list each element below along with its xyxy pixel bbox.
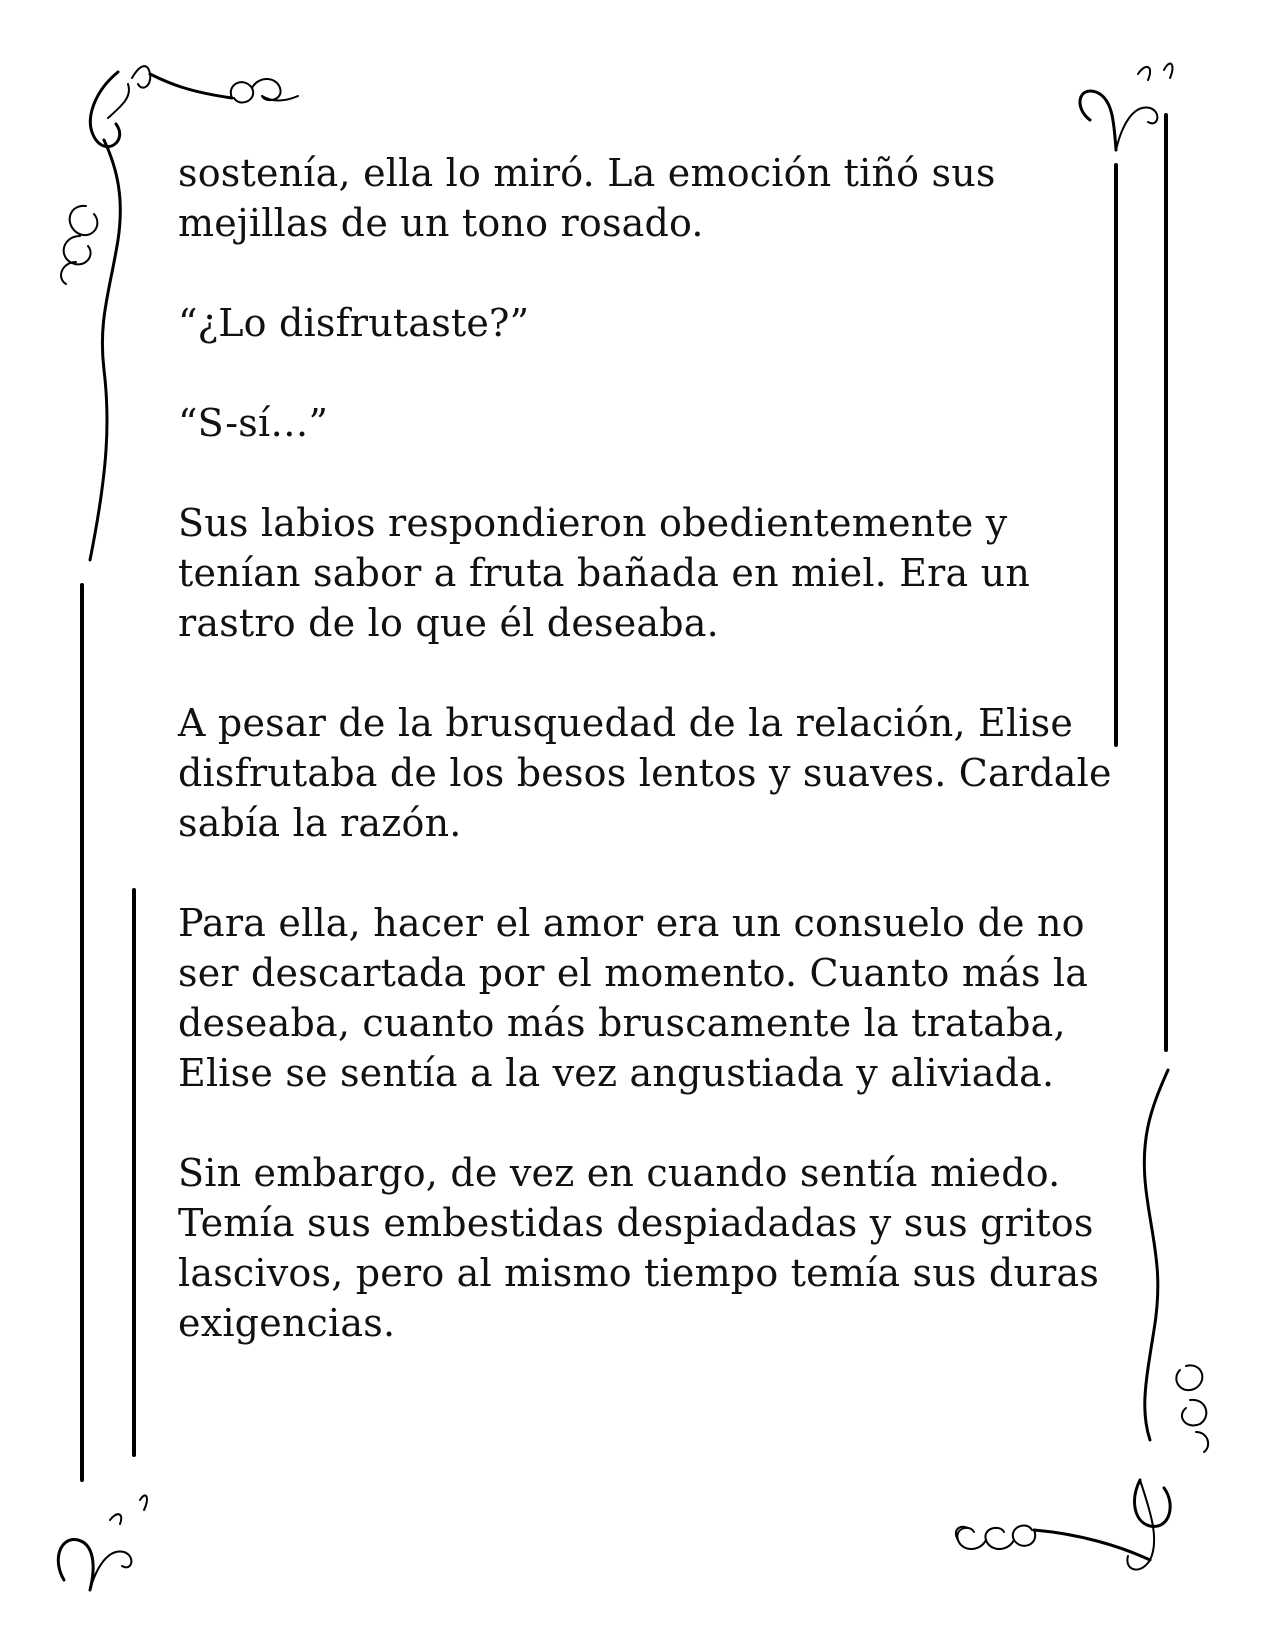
top-right-flourish-icon — [1080, 64, 1173, 150]
top-left-flourish-icon — [90, 66, 298, 147]
paragraph: A pesar de la brusquedad de la relación, Elise disfrutaba de los besos lentos y suaves. Cardale sabía la razón. — [178, 701, 1112, 845]
bottom-right-flourish-icon — [956, 1480, 1170, 1570]
paragraph: Para ella, hacer el amor era un consuelo de no ser descartada por el momento. Cuanto más la deseaba, cuanto más bruscamente la trataba, Elise se sentía a la vez angustiada y aliviada. — [178, 901, 1089, 1095]
paragraph: “¿Lo disfrutaste?” — [178, 301, 530, 345]
paragraph: sostenía, ella lo miró. La emoción tiñó sus mejillas de un tono rosado. — [178, 151, 996, 245]
paragraph: “S-sí…” — [178, 401, 329, 445]
paragraph: Sin embargo, de vez en cuando sentía miedo. Temía sus embestidas despiadadas y sus gritos lascivos, pero al mismo tiempo temía sus duras exigencias. — [178, 1151, 1100, 1345]
left-border-swirl-icon — [61, 140, 120, 560]
paragraph: Sus labios respondieron obedientemente y tenían sabor a fruta bañada en miel. Era un rastro de lo que él deseaba. — [178, 501, 1031, 645]
bottom-left-flourish-icon — [58, 1495, 147, 1590]
right-border-swirl-icon — [1144, 1070, 1208, 1452]
page-body-text — [178, 148, 1118, 1348]
